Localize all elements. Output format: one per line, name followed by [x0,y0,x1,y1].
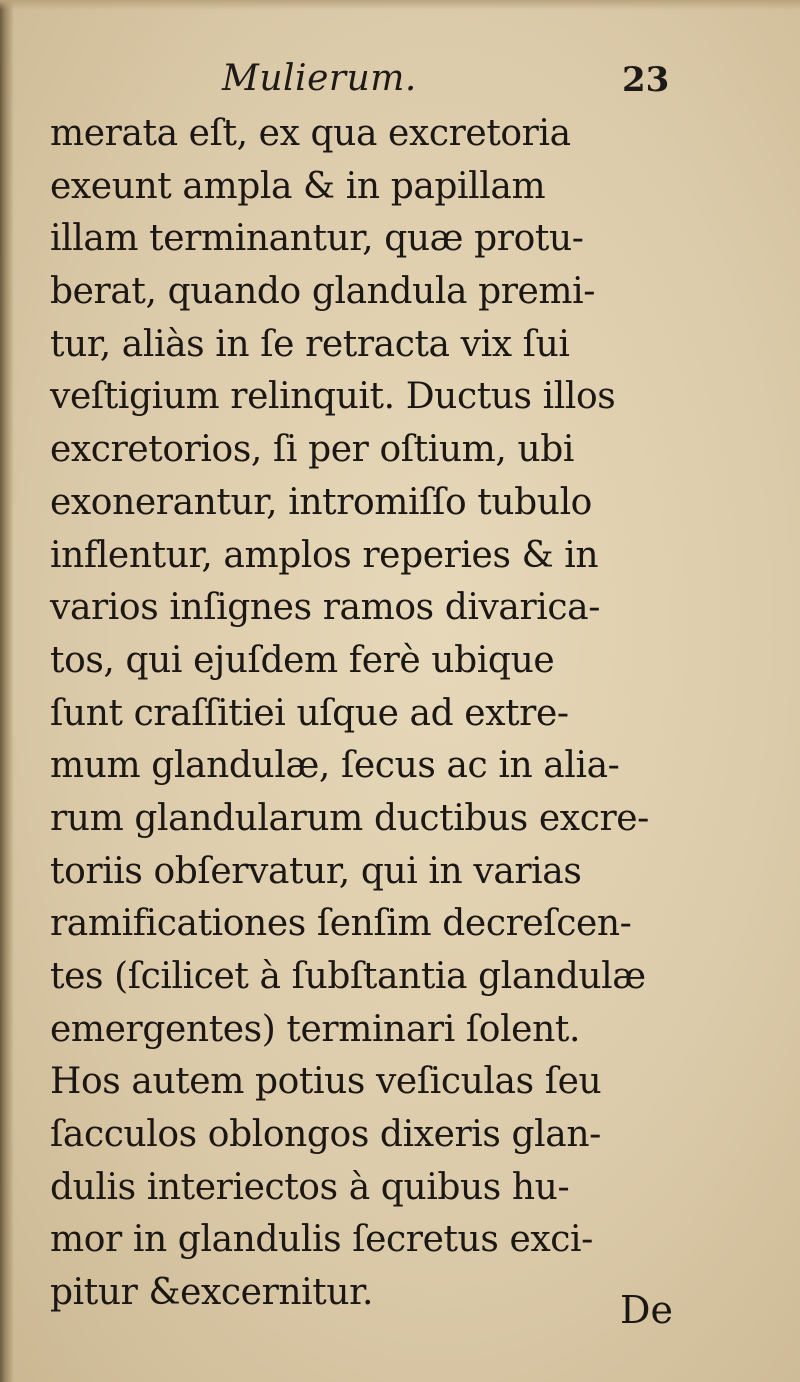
text-line: exonerantur, intromiſſo tubulo [50,481,592,523]
text-line: Hos autem potius veſiculas ſeu [50,1061,602,1103]
text-line: excretorios, ſi per oſtium, ubi [50,429,574,471]
text-line: veſtigium relinquit. Ductus illos [50,376,616,418]
catchword: De [620,1288,673,1332]
text-line: emergentes) terminari ſolent. [50,1008,580,1050]
page-number: 23 [622,60,670,100]
running-head: Mulierum. [222,58,417,99]
text-line: dulis interiectos à quibus hu- [50,1166,570,1208]
text-line: inflentur, amplos reperies & in [50,534,599,576]
text-line: berat, quando glandula premi- [50,271,596,313]
body-text [50,108,690,1320]
text-line: ramificationes ſenſim decreſcen- [50,903,632,945]
text-line: tos, qui ejuſdem ferè ubique [50,639,555,681]
page-gutter-shadow [0,0,14,1382]
text-line: toriis obſervatur, qui in varias [50,850,582,892]
text-line: ſacculos oblongos dixeris glan- [50,1114,601,1156]
text-line: exeunt ampla & in papillam [50,165,546,207]
text-line: illam terminantur, quæ protu- [50,218,584,260]
text-line: rum glandularum ductibus excre- [50,797,649,839]
text-line: tes (ſcilicet à ſubſtantia glandulæ [50,956,646,997]
page-header [0,58,800,108]
text-line: ſunt craſſitiei uſque ad extre- [50,692,569,734]
text-line: pitur &excernitur. [50,1272,374,1314]
text-line: tur, aliàs in ſe retracta vix ſui [50,323,570,365]
text-line: mor in glandulis ſecretus exci- [50,1219,593,1261]
page-top-edge [0,0,800,10]
text-line: varios inſignes ramos divarica- [50,587,600,629]
text-line: mum glandulæ, ſecus ac in alia- [50,745,620,787]
text-line: merata eſt, ex qua excretoria [50,113,571,154]
